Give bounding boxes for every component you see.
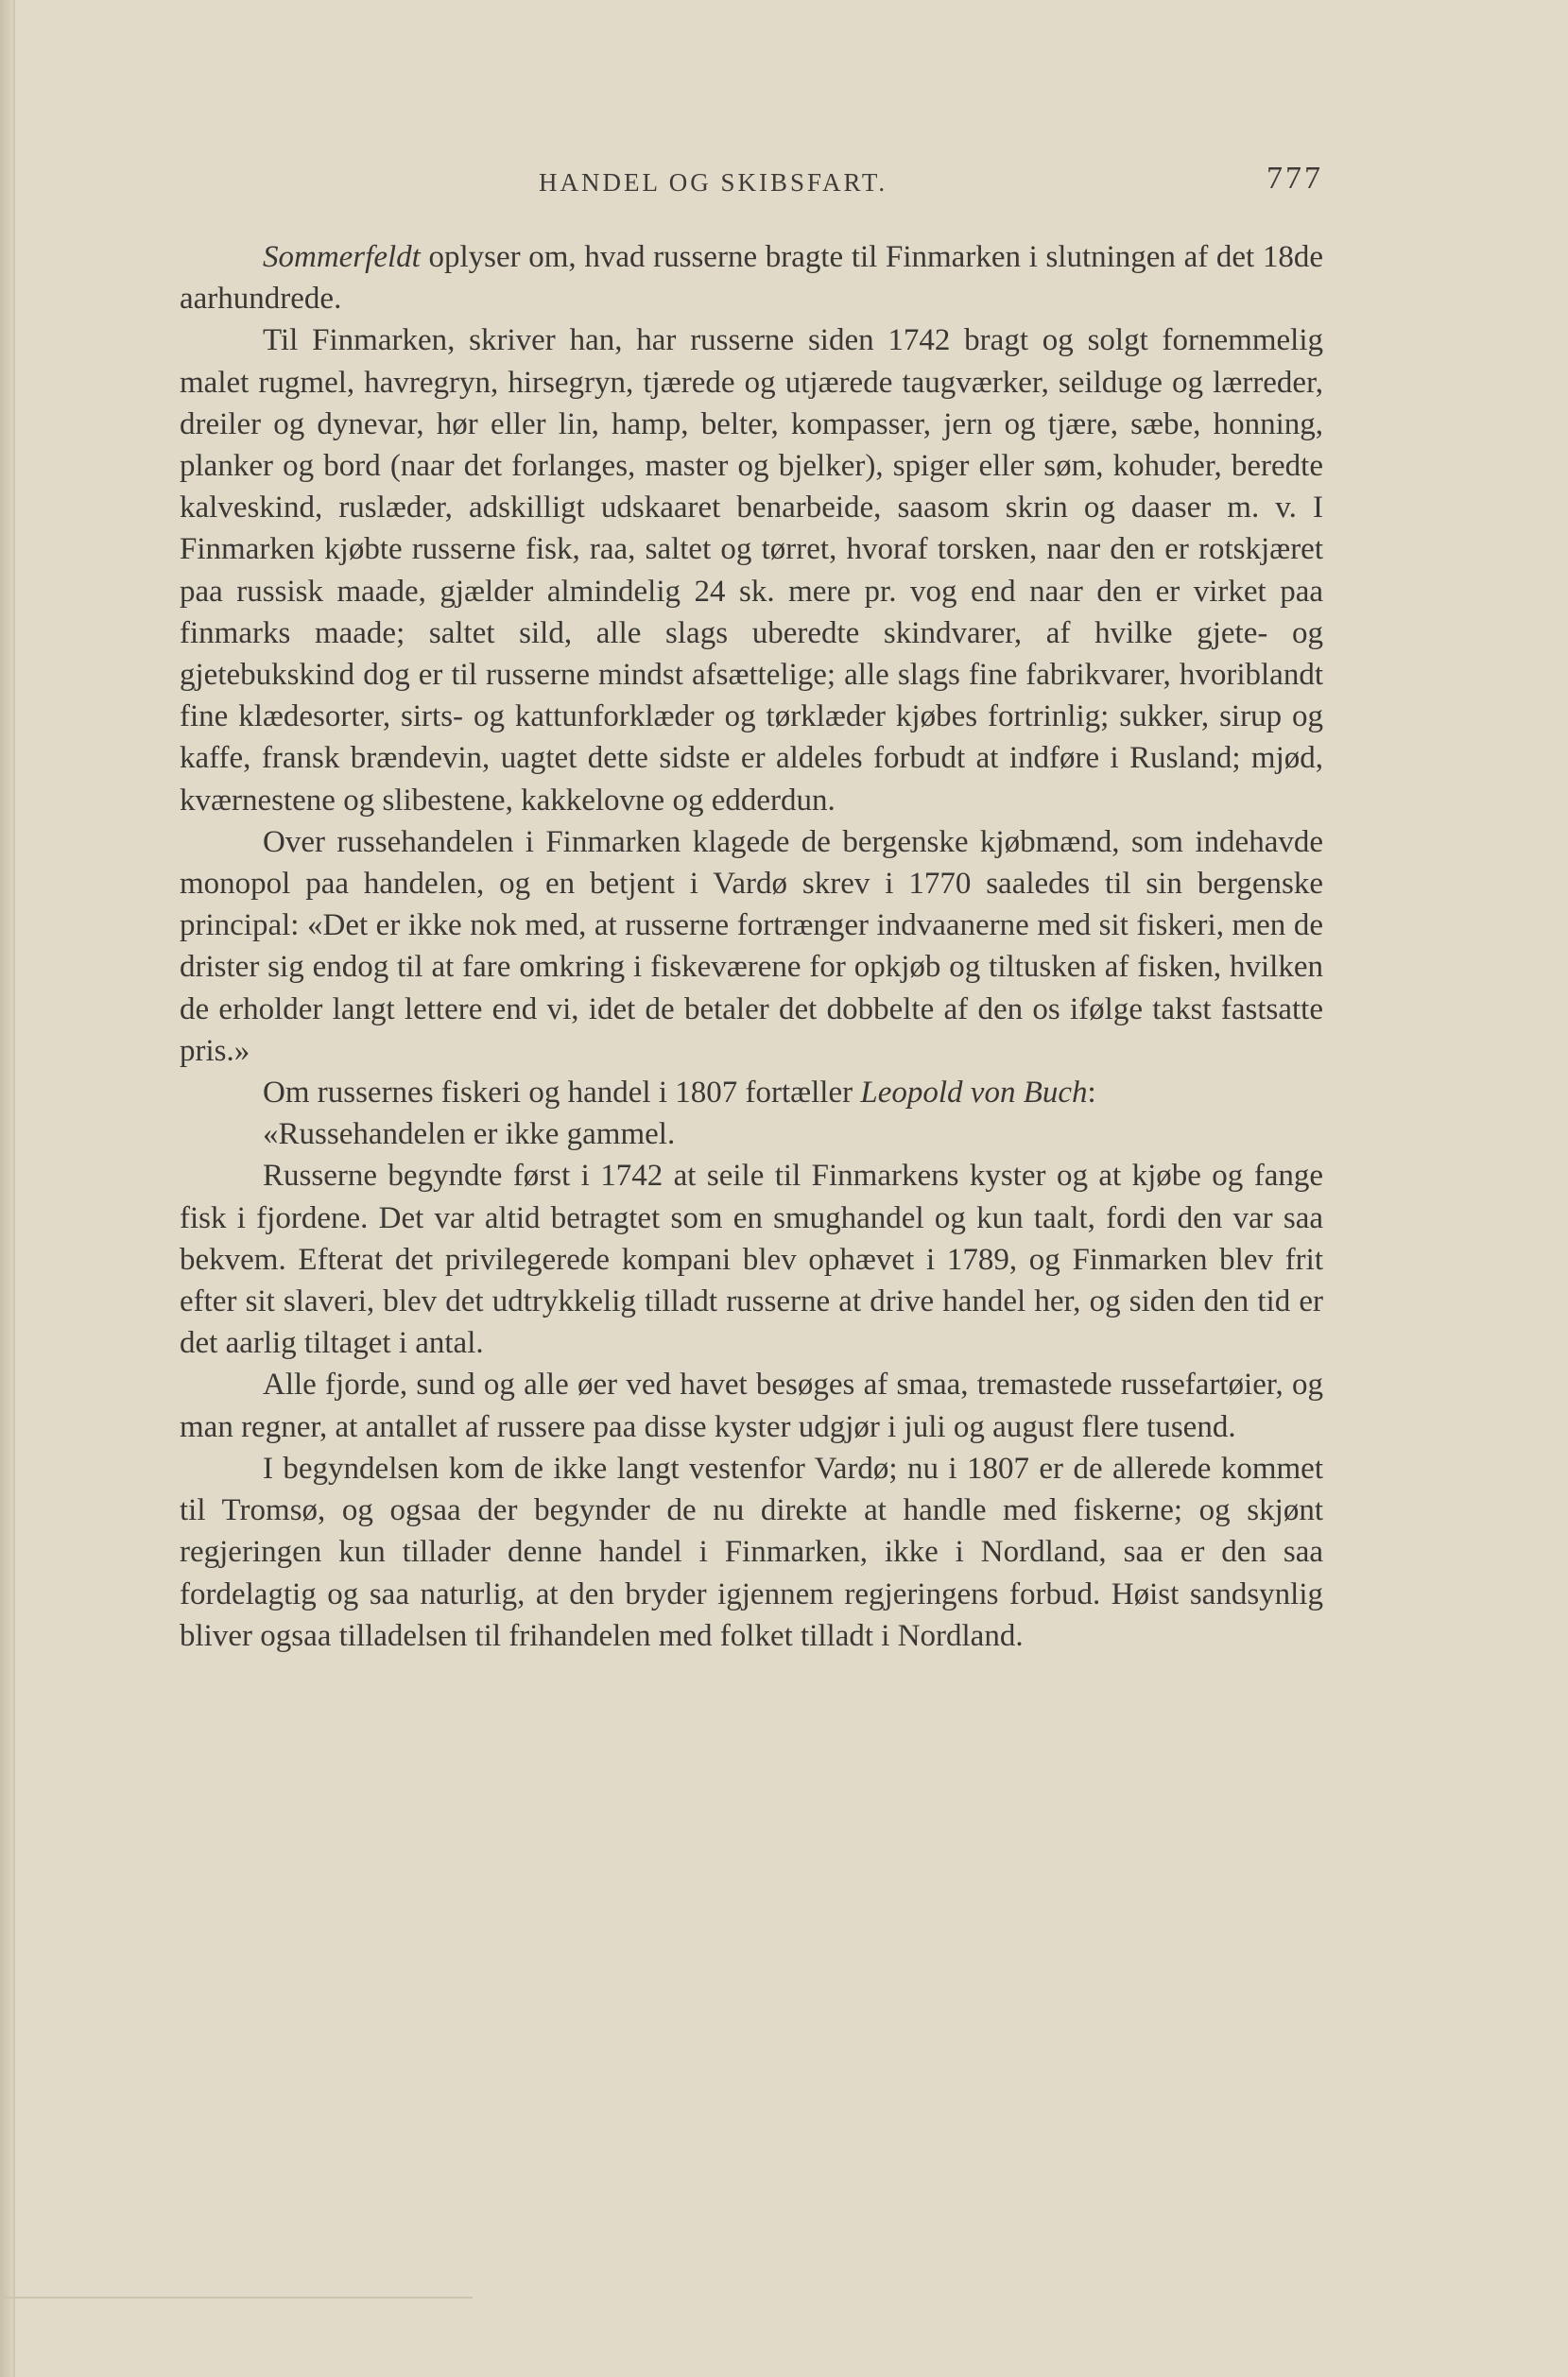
page-number: 777: [1266, 161, 1323, 196]
paragraph-4: [180, 1072, 1323, 1113]
paragraph-8: I begyndelsen kom de ikke langt vestenfor Vardø; nu i 1807 er de allerede kommet til Tromsø, og ogsaa der begynder de nu direkte at handle med fiskerne; og skjønt regjeringen kun tillader denne handel i Finmarken, ikke i Nordland, saa er den saa fordelagtig og saa naturlig, at den bryder igjennem regjeringens forbud. Høist sandsynlig bliver ogsaa tilladelsen til frihandelen med folket tilladt i Nordland.: [180, 1451, 1323, 1653]
paragraph-7: Alle fjorde, sund og alle øer ved havet besøges af smaa, tremastede russefartøier, og man regner, at antallet af russere paa disse kyster udgjør i juli og august flere tusend.: [180, 1368, 1323, 1444]
running-head: HANDEL OG SKIBSFART.: [539, 168, 888, 197]
body-text: [180, 236, 1323, 1657]
paragraph-4-text: Om russernes fiskeri og handel i 1807 fortæller: [263, 1076, 861, 1111]
author-name-buch: Leopold von Buch: [860, 1076, 1088, 1111]
author-name-sommerfeldt: Sommerfeldt: [263, 240, 421, 274]
page-header: [180, 161, 1323, 206]
paragraph-6: Russerne begyndte først i 1742 at seile til Finmarkens kyster og at kjøbe og fange fisk i fjordene. Det var altid betragtet som en smughandel og kun taalt, fordi den var saa bekvem. Efterat det privilegerede kompani blev ophævet i 1789, og Finmarken blev frit efter sit slaveri, blev det udtrykkelig tilladt russerne at drive handel her, og siden den tid er det aarlig tiltaget i antal.: [180, 1159, 1323, 1361]
paragraph-5: «Russehandelen er ikke gammel.: [263, 1117, 676, 1152]
paragraph-1-text: oplyser om, hvad russerne bragte til Finmarken i slutningen af det 18de aarhundrede.: [180, 240, 1323, 317]
paragraph-3: Over russehandelen i Finmarken klagede de bergenske kjøbmænd, som indehavde monopol paa handelen, og en betjent i Vardø skrev i 1770 saaledes til sin bergenske principal: «Det er ikke nok med, at russerne fortrænger indvaanerne med sit fiskeri, men de drister sig endog til at fare omkring i fiskeværene for opkjøb og tiltusken af fisken, hvilken de erholder langt lettere end vi, idet de betaler det dobbelte af den os ifølge takst fastsatte pris.»: [180, 824, 1323, 1068]
page-bottom-mark: [0, 2297, 473, 2299]
paragraph-2: Til Finmarken, skriver han, har russerne siden 1742 bragt og solgt fornemmelig malet rugmel, havregryn, hirsegryn, tjærede og utjærede taugværker, seilduge og lærreder, dreiler og dynevar, hør eller lin, hamp, belter, kompasser, jern og tjære, sæbe, honning, planker og bord (naar det forlanges, master og bjelker), spiger eller søm, kohuder, beredte kalveskind, ruslæder, adskilligt udskaaret benarbeide, saasom skrin og daaser m. v. I Finmarken kjøbte russerne fisk, raa, saltet og tørret, hvoraf torsken, naar den er rotskjæret paa russisk maade, gjælder almindelig 24 sk. mere pr. vog end naar den er virket paa finmarks maade; saltet sild, alle slags uberedte skindvarer, af hvilke gjete- og gjetebukskind dog er til russerne mindst afsættelige; alle slags fine fabrikvarer, hvoriblandt fine klædesorter, sirts- og kattunforklæder og tørklæder kjøbes fortrinlig; sukker, sirup og kaffe, fransk brændevin, uagtet dette sidste er aldeles forbudt at indføre i Rusland; mjød, kværnestene og slibestene, kakkelovne og edderdun.: [180, 323, 1323, 818]
page-binding-edge: [0, 0, 15, 2377]
paragraph-4-tail: :: [1087, 1076, 1096, 1111]
paragraph-1: [180, 236, 1323, 319]
